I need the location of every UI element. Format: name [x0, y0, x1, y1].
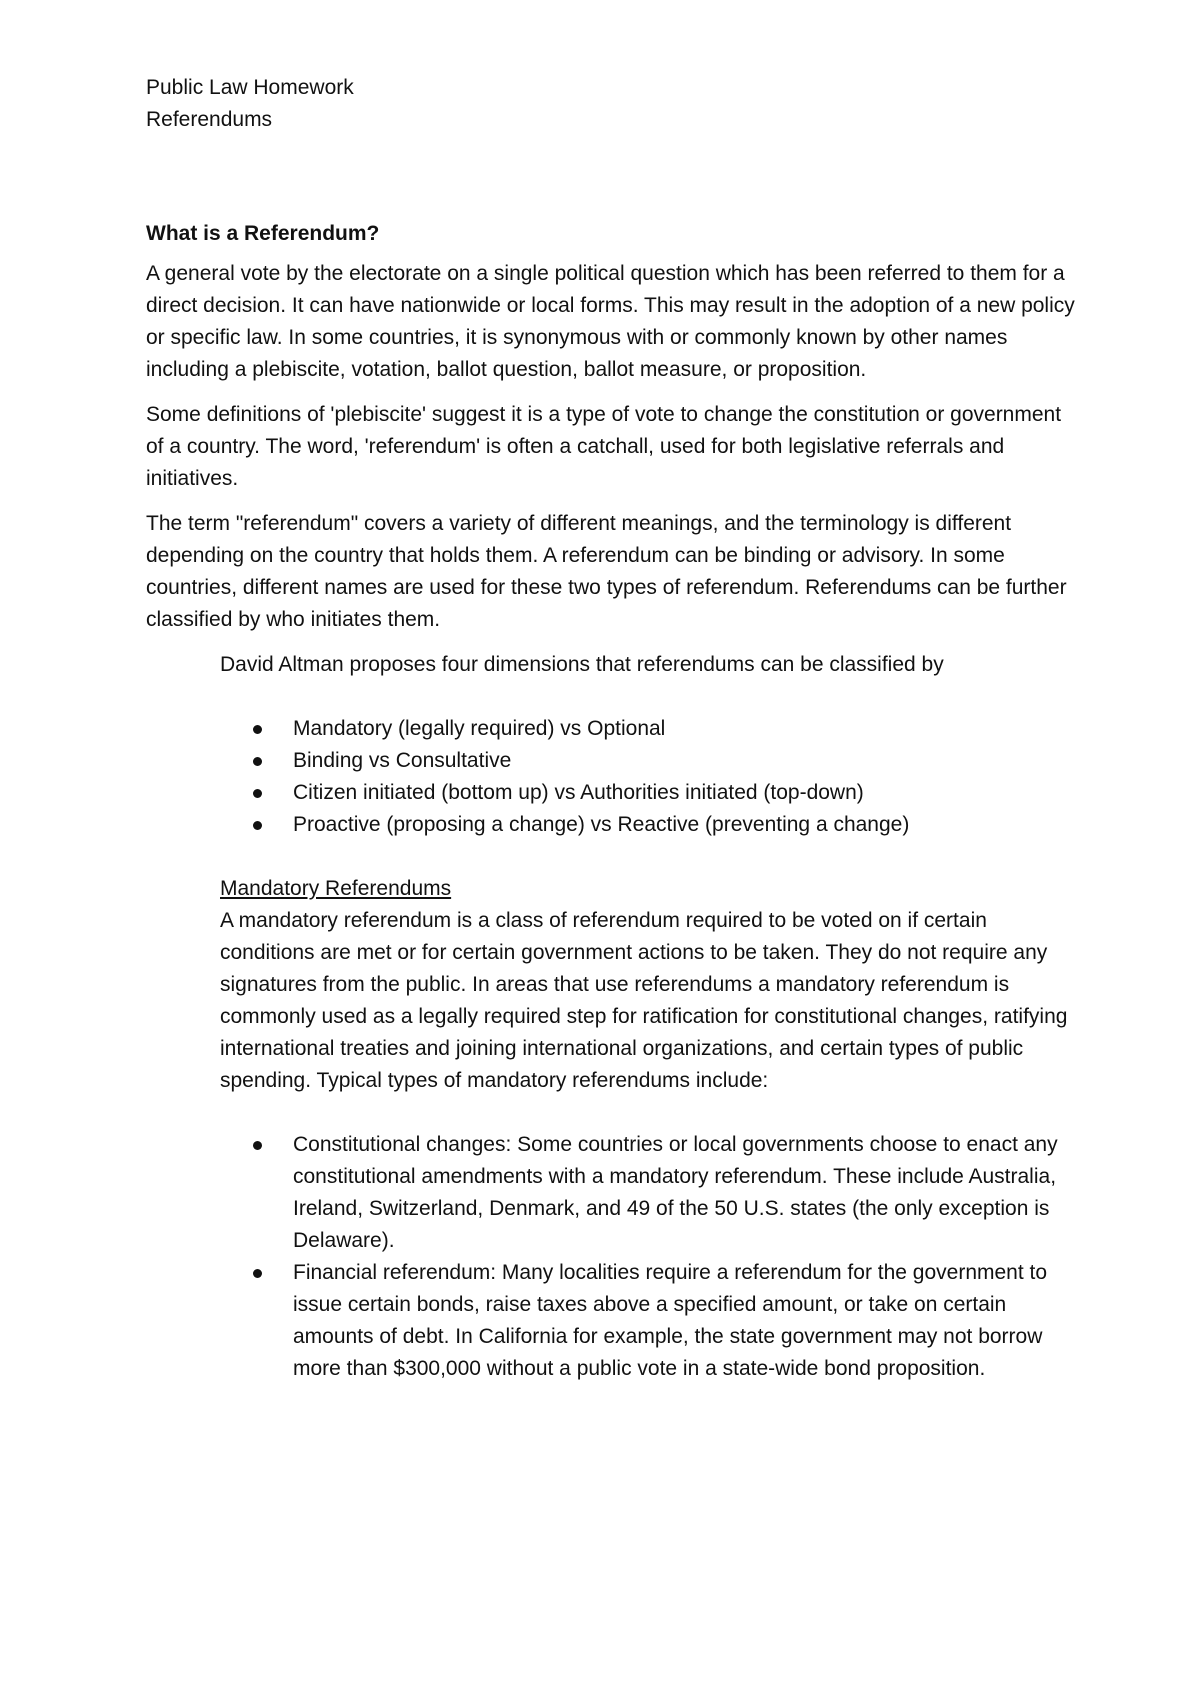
mandatory-types-list	[146, 1129, 1076, 1385]
topic-title: Referendums	[146, 108, 273, 131]
terminology-paragraph: The term "referendum" covers a variety of different meanings, and the terminology is different depending on the country that holds them. A referendum can be binding or advisory. In some countries, different names are used for these two types of referendum. Referendums can be further classified by who initiates them.	[146, 512, 1067, 631]
plebiscite-paragraph: Some definitions of 'plebiscite' suggest it is a type of vote to change the constitution or government of a country. The word, 'referendum' is often a catchall, used for both legislative referrals and initiatives.	[146, 403, 1062, 490]
mandatory-heading: Mandatory Referendums	[220, 877, 452, 900]
list-item: Binding vs Consultative	[146, 745, 1076, 777]
dimensions-list	[146, 713, 1076, 841]
dimensions-intro: David Altman proposes four dimensions that referendums can be classified by	[220, 653, 944, 676]
list-item: Constitutional changes: Some countries or local governments choose to enact any constitutional amendments with a mandatory referendum. These include Australia, Ireland, Switzerland, Denmark, and 49 of the 50 U.S. states (the only exception is Delaware).	[146, 1129, 1072, 1257]
list-item: Mandatory (legally required) vs Optional	[146, 713, 1076, 745]
definition-paragraph: A general vote by the electorate on a single political question which has been referred to them for a direct decision. It can have nationwide or local forms. This may result in the adoption of a new policy or specific law. In some countries, it is synonymous with or commonly known by other names including a plebiscite, votation, ballot question, ballot measure, or proposition.	[146, 262, 1075, 381]
mandatory-paragraph: A mandatory referendum is a class of referendum required to be voted on if certain conditions are met or for certain government actions to be taken. They do not require any signatures from the public. In areas that use referendums a mandatory referendum is commonly used as a legally required step for ratification for constitutional changes, ratifying international treaties and joining international organizations, and certain types of public spending. Typical types of mandatory referendums include:	[220, 909, 1068, 1092]
course-title: Public Law Homework	[146, 76, 354, 99]
list-item: Citizen initiated (bottom up) vs Authorities initiated (top-down)	[146, 777, 1076, 809]
list-item: Financial referendum: Many localities require a referendum for the government to issue certain bonds, raise taxes above a specified amount, or take on certain amounts of debt. In California for example, the state government may not borrow more than $300,000 without a public vote in a state-wide bond proposition.	[146, 1257, 1072, 1385]
list-item: Proactive (proposing a change) vs Reactive (preventing a change)	[146, 809, 1076, 841]
document-body	[146, 72, 1076, 1385]
section-heading: What is a Referendum?	[146, 222, 380, 245]
